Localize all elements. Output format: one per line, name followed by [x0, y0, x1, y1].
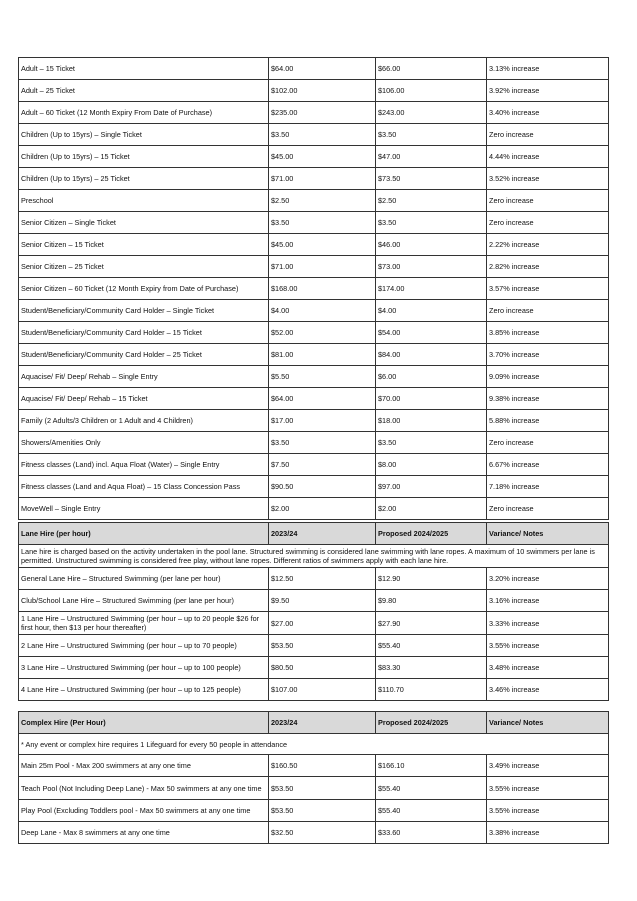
fee-proposed: $2.00 [376, 498, 487, 520]
fee-variance: 3.52% increase [487, 168, 609, 190]
fee-2023: $17.00 [269, 410, 376, 432]
fee-variance: 4.44% increase [487, 146, 609, 168]
lane-hire-variance: 3.20% increase [487, 568, 609, 590]
lane-hire-proposed: $55.40 [376, 635, 487, 657]
table-row [19, 278, 609, 300]
table-row [19, 755, 609, 777]
fee-proposed: $66.00 [376, 58, 487, 80]
lane-hire-item: General Lane Hire – Structured Swimming (per lane per hour) [19, 568, 269, 590]
lane-hire-item: 2 Lane Hire – Unstructured Swimming (per hour – up to 70 people) [19, 635, 269, 657]
table-row [19, 822, 609, 844]
fee-2023: $4.00 [269, 300, 376, 322]
complex-hire-note: * Any event or complex hire requires 1 Lifeguard for every 50 people in attendance [19, 734, 609, 755]
fee-variance: 7.18% increase [487, 476, 609, 498]
fee-item: Family (2 Adults/3 Children or 1 Adult and 4 Children) [19, 410, 269, 432]
fee-item: Student/Beneficiary/Community Card Holder – 25 Ticket [19, 344, 269, 366]
table-row [19, 146, 609, 168]
table-row [19, 410, 609, 432]
table-row [19, 454, 609, 476]
lane-hire-2023: $53.50 [269, 635, 376, 657]
fee-2023: $71.00 [269, 256, 376, 278]
table-row [19, 476, 609, 498]
complex-hire-variance: 3.49% increase [487, 755, 609, 777]
fee-proposed: $8.00 [376, 454, 487, 476]
fee-item: Senior Citizen – 60 Ticket (12 Month Expiry from Date of Purchase) [19, 278, 269, 300]
fee-2023: $45.00 [269, 234, 376, 256]
table-row [19, 124, 609, 146]
fee-variance: 3.57% increase [487, 278, 609, 300]
lane-hire-proposed: $83.30 [376, 657, 487, 679]
complex-hire-variance: 3.55% increase [487, 777, 609, 800]
lane-hire-proposed: $12.90 [376, 568, 487, 590]
complex-hire-header-2023: 2023/24 [269, 712, 376, 734]
table-row [19, 80, 609, 102]
lane-hire-2023: $9.50 [269, 590, 376, 612]
fee-2023: $3.50 [269, 432, 376, 454]
table-row [19, 322, 609, 344]
fee-item: MoveWell – Single Entry [19, 498, 269, 520]
complex-hire-item: Deep Lane - Max 8 swimmers at any one time [19, 822, 269, 844]
fee-proposed: $73.00 [376, 256, 487, 278]
complex-hire-header-variance: Variance/ Notes [487, 712, 609, 734]
fee-2023: $64.00 [269, 58, 376, 80]
lane-hire-proposed: $27.90 [376, 612, 487, 635]
lane-hire-variance: 3.16% increase [487, 590, 609, 612]
table-row [19, 590, 609, 612]
table-row [19, 635, 609, 657]
fee-variance: 2.22% increase [487, 234, 609, 256]
complex-hire-2023: $32.50 [269, 822, 376, 844]
table-row [19, 657, 609, 679]
fee-proposed: $18.00 [376, 410, 487, 432]
lane-hire-2023: $12.50 [269, 568, 376, 590]
fee-proposed: $47.00 [376, 146, 487, 168]
complex-hire-2023: $160.50 [269, 755, 376, 777]
lane-hire-header-2023: 2023/24 [269, 523, 376, 545]
fee-variance: 3.40% increase [487, 102, 609, 124]
fee-variance: 2.82% increase [487, 256, 609, 278]
lane-hire-item: 4 Lane Hire – Unstructured Swimming (per hour – up to 125 people) [19, 679, 269, 701]
fee-variance: 3.92% increase [487, 80, 609, 102]
fee-2023: $45.00 [269, 146, 376, 168]
fee-variance: 3.70% increase [487, 344, 609, 366]
table-row [19, 432, 609, 454]
fee-item: Student/Beneficiary/Community Card Holder – 15 Ticket [19, 322, 269, 344]
fee-proposed: $106.00 [376, 80, 487, 102]
table-row [19, 344, 609, 366]
fee-proposed: $46.00 [376, 234, 487, 256]
fee-proposed: $3.50 [376, 124, 487, 146]
fee-item: Children (Up to 15yrs) – Single Ticket [19, 124, 269, 146]
table-row [19, 300, 609, 322]
fee-item: Children (Up to 15yrs) – 15 Ticket [19, 146, 269, 168]
table-row [19, 612, 609, 635]
fee-item: Showers/Amenities Only [19, 432, 269, 454]
admission-fees-body [19, 58, 609, 520]
lane-hire-2023: $107.00 [269, 679, 376, 701]
fee-proposed: $2.50 [376, 190, 487, 212]
lane-hire-note-row [19, 545, 609, 568]
fee-proposed: $84.00 [376, 344, 487, 366]
table-row [19, 102, 609, 124]
complex-hire-note-row [19, 734, 609, 755]
table-row [19, 256, 609, 278]
table-row [19, 498, 609, 520]
lane-hire-note: Lane hire is charged based on the activity undertaken in the pool lane. Structured swimming is considered lane swimming with lane ropes. A maximum of 10 swimmers per lane is permitted. Unstructured swimming is considered free play, without lane ropes. Different ratios of swimmers apply with each lane hire. [19, 545, 609, 568]
lane-hire-variance: 3.46% increase [487, 679, 609, 701]
complex-hire-item: Teach Pool (Not Including Deep Lane) - Max 50 swimmers at any one time [19, 777, 269, 800]
lane-hire-variance: 3.55% increase [487, 635, 609, 657]
fee-variance: 3.13% increase [487, 58, 609, 80]
lane-hire-header-variance: Variance/ Notes [487, 523, 609, 545]
table-row [19, 777, 609, 800]
lane-hire-item: Club/School Lane Hire – Structured Swimming (per lane per hour) [19, 590, 269, 612]
table-row [19, 190, 609, 212]
fee-item: Fitness classes (Land and Aqua Float) – 15 Class Concession Pass [19, 476, 269, 498]
fee-item: Adult – 60 Ticket (12 Month Expiry From Date of Purchase) [19, 102, 269, 124]
fee-proposed: $243.00 [376, 102, 487, 124]
complex-hire-header-item: Complex Hire (Per Hour) [19, 712, 269, 734]
table-row [19, 212, 609, 234]
table-row [19, 568, 609, 590]
fee-variance: Zero increase [487, 190, 609, 212]
fee-proposed: $3.50 [376, 432, 487, 454]
fee-item: Children (Up to 15yrs) – 25 Ticket [19, 168, 269, 190]
fee-proposed: $6.00 [376, 366, 487, 388]
fee-2023: $3.50 [269, 212, 376, 234]
fee-variance: Zero increase [487, 498, 609, 520]
fee-variance: 3.85% increase [487, 322, 609, 344]
complex-hire-proposed: $55.40 [376, 777, 487, 800]
fee-2023: $81.00 [269, 344, 376, 366]
complex-hire-table [18, 711, 609, 844]
fee-item: Preschool [19, 190, 269, 212]
table-row [19, 679, 609, 701]
fee-proposed: $54.00 [376, 322, 487, 344]
fee-item: Senior Citizen – 15 Ticket [19, 234, 269, 256]
lane-hire-variance: 3.33% increase [487, 612, 609, 635]
fee-item: Senior Citizen – 25 Ticket [19, 256, 269, 278]
fee-variance: Zero increase [487, 432, 609, 454]
complex-hire-proposed: $55.40 [376, 800, 487, 822]
fee-2023: $3.50 [269, 124, 376, 146]
fee-2023: $90.50 [269, 476, 376, 498]
fee-variance: 9.09% increase [487, 366, 609, 388]
fee-2023: $71.00 [269, 168, 376, 190]
fee-2023: $168.00 [269, 278, 376, 300]
fee-2023: $102.00 [269, 80, 376, 102]
complex-hire-proposed: $33.60 [376, 822, 487, 844]
complex-hire-variance: 3.55% increase [487, 800, 609, 822]
table-row [19, 234, 609, 256]
complex-hire-proposed: $166.10 [376, 755, 487, 777]
fee-item: Senior Citizen – Single Ticket [19, 212, 269, 234]
complex-hire-variance: 3.38% increase [487, 822, 609, 844]
fee-2023: $2.50 [269, 190, 376, 212]
fee-variance: Zero increase [487, 300, 609, 322]
fee-item: Adult – 25 Ticket [19, 80, 269, 102]
lane-hire-variance: 3.48% increase [487, 657, 609, 679]
table-header-row [19, 712, 609, 734]
complex-hire-item: Play Pool (Excluding Toddlers pool - Max 50 swimmers at any one time [19, 800, 269, 822]
lane-hire-proposed: $9.80 [376, 590, 487, 612]
lane-hire-proposed: $110.70 [376, 679, 487, 701]
fee-2023: $235.00 [269, 102, 376, 124]
fee-variance: Zero increase [487, 212, 609, 234]
table-row [19, 168, 609, 190]
lane-hire-item: 1 Lane Hire – Unstructured Swimming (per hour – up to 20 people $26 for first hour, then $13 per hour thereafter) [19, 612, 269, 635]
fee-item: Student/Beneficiary/Community Card Holder – Single Ticket [19, 300, 269, 322]
table-header-row [19, 523, 609, 545]
fee-variance: 9.38% increase [487, 388, 609, 410]
fee-variance: 6.67% increase [487, 454, 609, 476]
lane-hire-2023: $27.00 [269, 612, 376, 635]
lane-hire-table [18, 522, 609, 701]
lane-hire-header-proposed: Proposed 2024/2025 [376, 523, 487, 545]
fee-item: Aquacise/ Fit/ Deep/ Rehab – 15 Ticket [19, 388, 269, 410]
complex-hire-header-proposed: Proposed 2024/2025 [376, 712, 487, 734]
fee-item: Fitness classes (Land) incl. Aqua Float (Water) – Single Entry [19, 454, 269, 476]
lane-hire-2023: $80.50 [269, 657, 376, 679]
fee-proposed: $73.50 [376, 168, 487, 190]
table-row [19, 366, 609, 388]
fee-item: Adult – 15 Ticket [19, 58, 269, 80]
fee-proposed: $4.00 [376, 300, 487, 322]
fee-2023: $5.50 [269, 366, 376, 388]
table-row [19, 800, 609, 822]
fee-proposed: $97.00 [376, 476, 487, 498]
fee-2023: $52.00 [269, 322, 376, 344]
table-row [19, 58, 609, 80]
fee-2023: $2.00 [269, 498, 376, 520]
fee-variance: Zero increase [487, 124, 609, 146]
admission-fees-table [18, 57, 609, 520]
fee-proposed: $70.00 [376, 388, 487, 410]
complex-hire-item: Main 25m Pool - Max 200 swimmers at any one time [19, 755, 269, 777]
fee-proposed: $174.00 [376, 278, 487, 300]
lane-hire-header-item: Lane Hire (per hour) [19, 523, 269, 545]
fee-proposed: $3.50 [376, 212, 487, 234]
fee-variance: 5.88% increase [487, 410, 609, 432]
fee-item: Aquacise/ Fit/ Deep/ Rehab – Single Entry [19, 366, 269, 388]
lane-hire-item: 3 Lane Hire – Unstructured Swimming (per hour – up to 100 people) [19, 657, 269, 679]
fee-2023: $7.50 [269, 454, 376, 476]
complex-hire-2023: $53.50 [269, 777, 376, 800]
complex-hire-2023: $53.50 [269, 800, 376, 822]
fee-2023: $64.00 [269, 388, 376, 410]
table-row [19, 388, 609, 410]
